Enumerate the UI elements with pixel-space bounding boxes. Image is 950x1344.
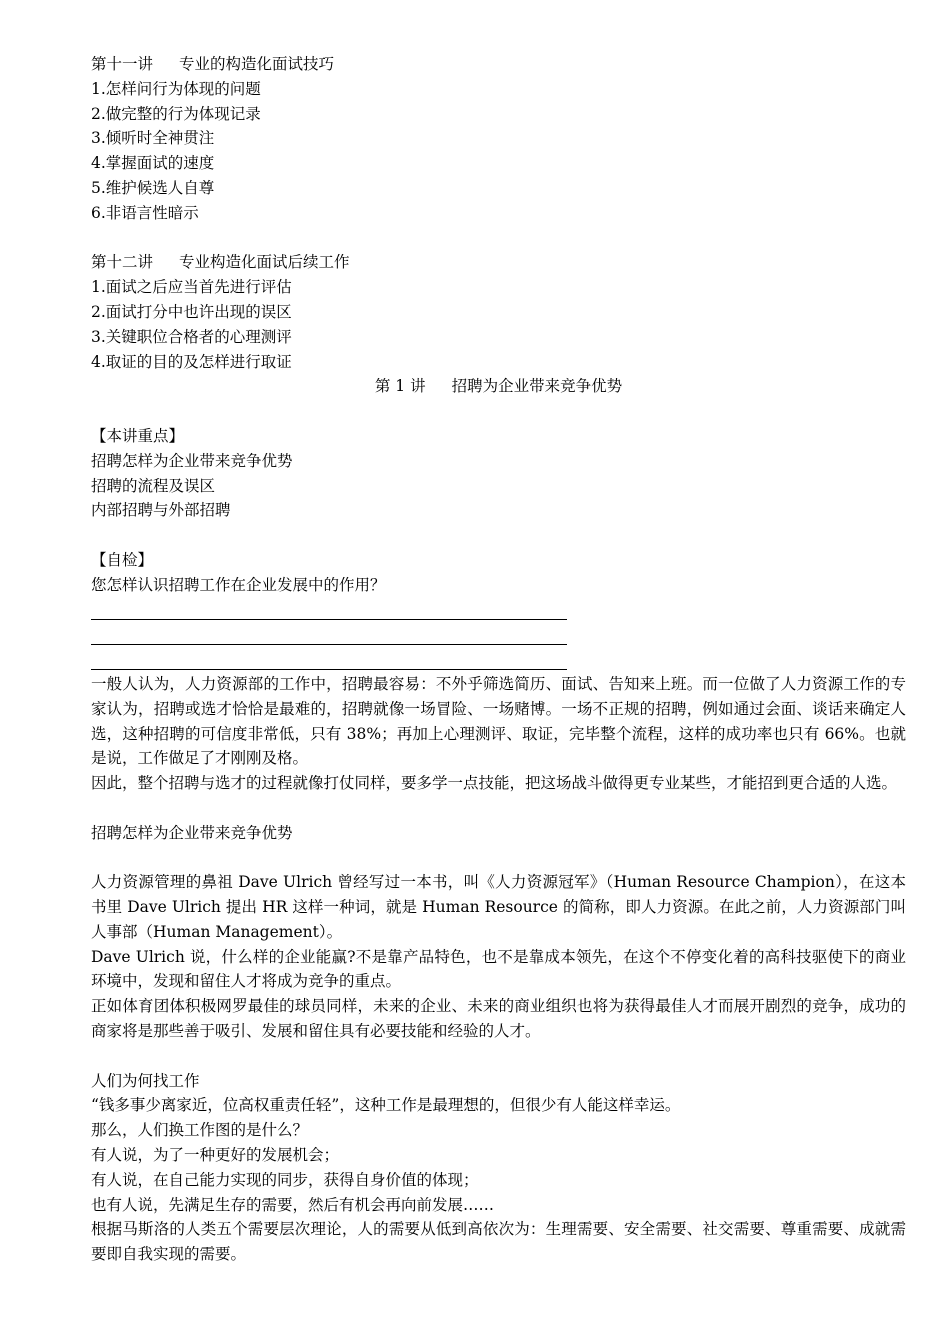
- lecture-11-item: 2.做完整的行为体现记录: [91, 104, 261, 123]
- lecture-11-item: 3.倾听时全神贯注: [91, 129, 215, 148]
- lecture-11-heading: [91, 52, 906, 77]
- lecture-12-heading: [91, 250, 906, 275]
- answer-line: [91, 622, 906, 647]
- lecture-12-number: 第十二讲: [91, 253, 154, 272]
- lecture-11-item: 5.维护候选人自尊: [91, 178, 215, 197]
- body-paragraph: “钱多事少离家近，位高权重责任轻”，这种工作是最理想的，但很少有人能这样幸运。: [91, 1096, 681, 1115]
- key-points-heading: 【本讲重点】: [91, 426, 185, 445]
- body-paragraph: Dave Ulrich 说，什么样的企业能赢?不是靠产品特色，也不是靠成本领先，在这个不停变化着的高科技驱使下的商业环境中，发现和留住人才将成为竞争的重点。: [91, 947, 906, 991]
- lecture-12-item: 3.关键职位合格者的心理测评: [91, 327, 292, 346]
- lecture-11-item: 6.非语言性暗示: [91, 203, 199, 222]
- key-point-item: 招聘的流程及误区: [91, 476, 216, 495]
- body-paragraph: 正如体育团体积极网罗最佳的球员同样，未来的企业、未来的商业组织也将为获得最佳人才而展开剧烈的竞争，成功的商家将是那些善于吸引、发展和留住具有必要技能和经验的人才。: [91, 997, 906, 1041]
- lecture-12-item: 2.面试打分中也许出现的误区: [91, 302, 292, 321]
- self-check-heading: 【自检】: [91, 550, 154, 569]
- self-check-question: 您怎样认识招聘工作在企业发展中的作用？: [91, 575, 386, 594]
- answer-line: [91, 598, 906, 623]
- lecture-12-title: 专业构造化面试后续工作: [179, 253, 350, 272]
- body-paragraph: 那么，人们换工作图的是什么？: [91, 1121, 309, 1140]
- body-paragraph: 根据马斯洛的人类五个需要层次理论，人的需要从低到高依次为：生理需要、安全需要、社交需要、尊重需要、成就需要即自我实现的需要。: [91, 1220, 906, 1264]
- chapter-number: 第 1 讲: [374, 377, 426, 396]
- lecture-12-item: 4.取证的目的及怎样进行取证: [91, 352, 292, 371]
- lecture-11-number: 第十一讲: [91, 55, 154, 73]
- section-heading: 人们为何找工作: [91, 1071, 200, 1090]
- body-paragraph: 人力资源管理的鼻祖 Dave Ulrich 曾经写过一本书，叫《人力资源冠军》（Human Resource Champion），在这本书里 Dave Ulrich 提出 HR 这样一种词，就是 Human Resource 的简称，即人力资源。在此之前，人力资源部门叫人事部（Human Management）。: [91, 873, 906, 941]
- body-paragraph: 有人说，在自己能力实现的同步，获得自身价值的体现；: [91, 1170, 479, 1189]
- section-heading: 招聘怎样为企业带来竞争优势: [91, 823, 293, 842]
- body-paragraph: 有人说，为了一种更好的发展机会；: [91, 1146, 340, 1165]
- body-paragraph: 因此，整个招聘与选才的过程就像打仗同样，要多学一点技能，把这场战斗做得更专业某些，才能招到更合适的人选。: [91, 774, 898, 793]
- chapter-heading: [91, 374, 906, 399]
- lecture-11-item: 4.掌握面试的速度: [91, 154, 215, 173]
- lecture-11-title: 专业的构造化面试技巧: [179, 55, 335, 73]
- document-page: [91, 52, 906, 1267]
- chapter-title: 招聘为企业带来竞争优势: [451, 377, 623, 396]
- lecture-11-item: 1.怎样问行为体现的问题: [91, 79, 261, 98]
- key-point-item: 内部招聘与外部招聘: [91, 501, 231, 520]
- lecture-12-item: 1.面试之后应当首先进行评估: [91, 278, 292, 297]
- answer-line: [91, 647, 906, 672]
- body-paragraph: 也有人说，先满足生存的需要，然后有机会再向前发展……: [91, 1195, 495, 1214]
- key-point-item: 招聘怎样为企业带来竞争优势: [91, 451, 293, 470]
- body-paragraph: 一般人认为，人力资源部的工作中，招聘最容易：不外乎筛选简历、面试、告知来上班。而一位做了人力资源工作的专家认为，招聘或选才恰恰是最难的，招聘就像一场冒险、一场赌博。一场不正规的招聘，例如通过会面、谈话来确定人选，这种招聘的可信度非常低，只有 38%；再加上心理测评、取证，完毕整个流程，这样的成功率也只有 66%。也就是说，工作做足了才刚刚及格。: [91, 674, 906, 768]
